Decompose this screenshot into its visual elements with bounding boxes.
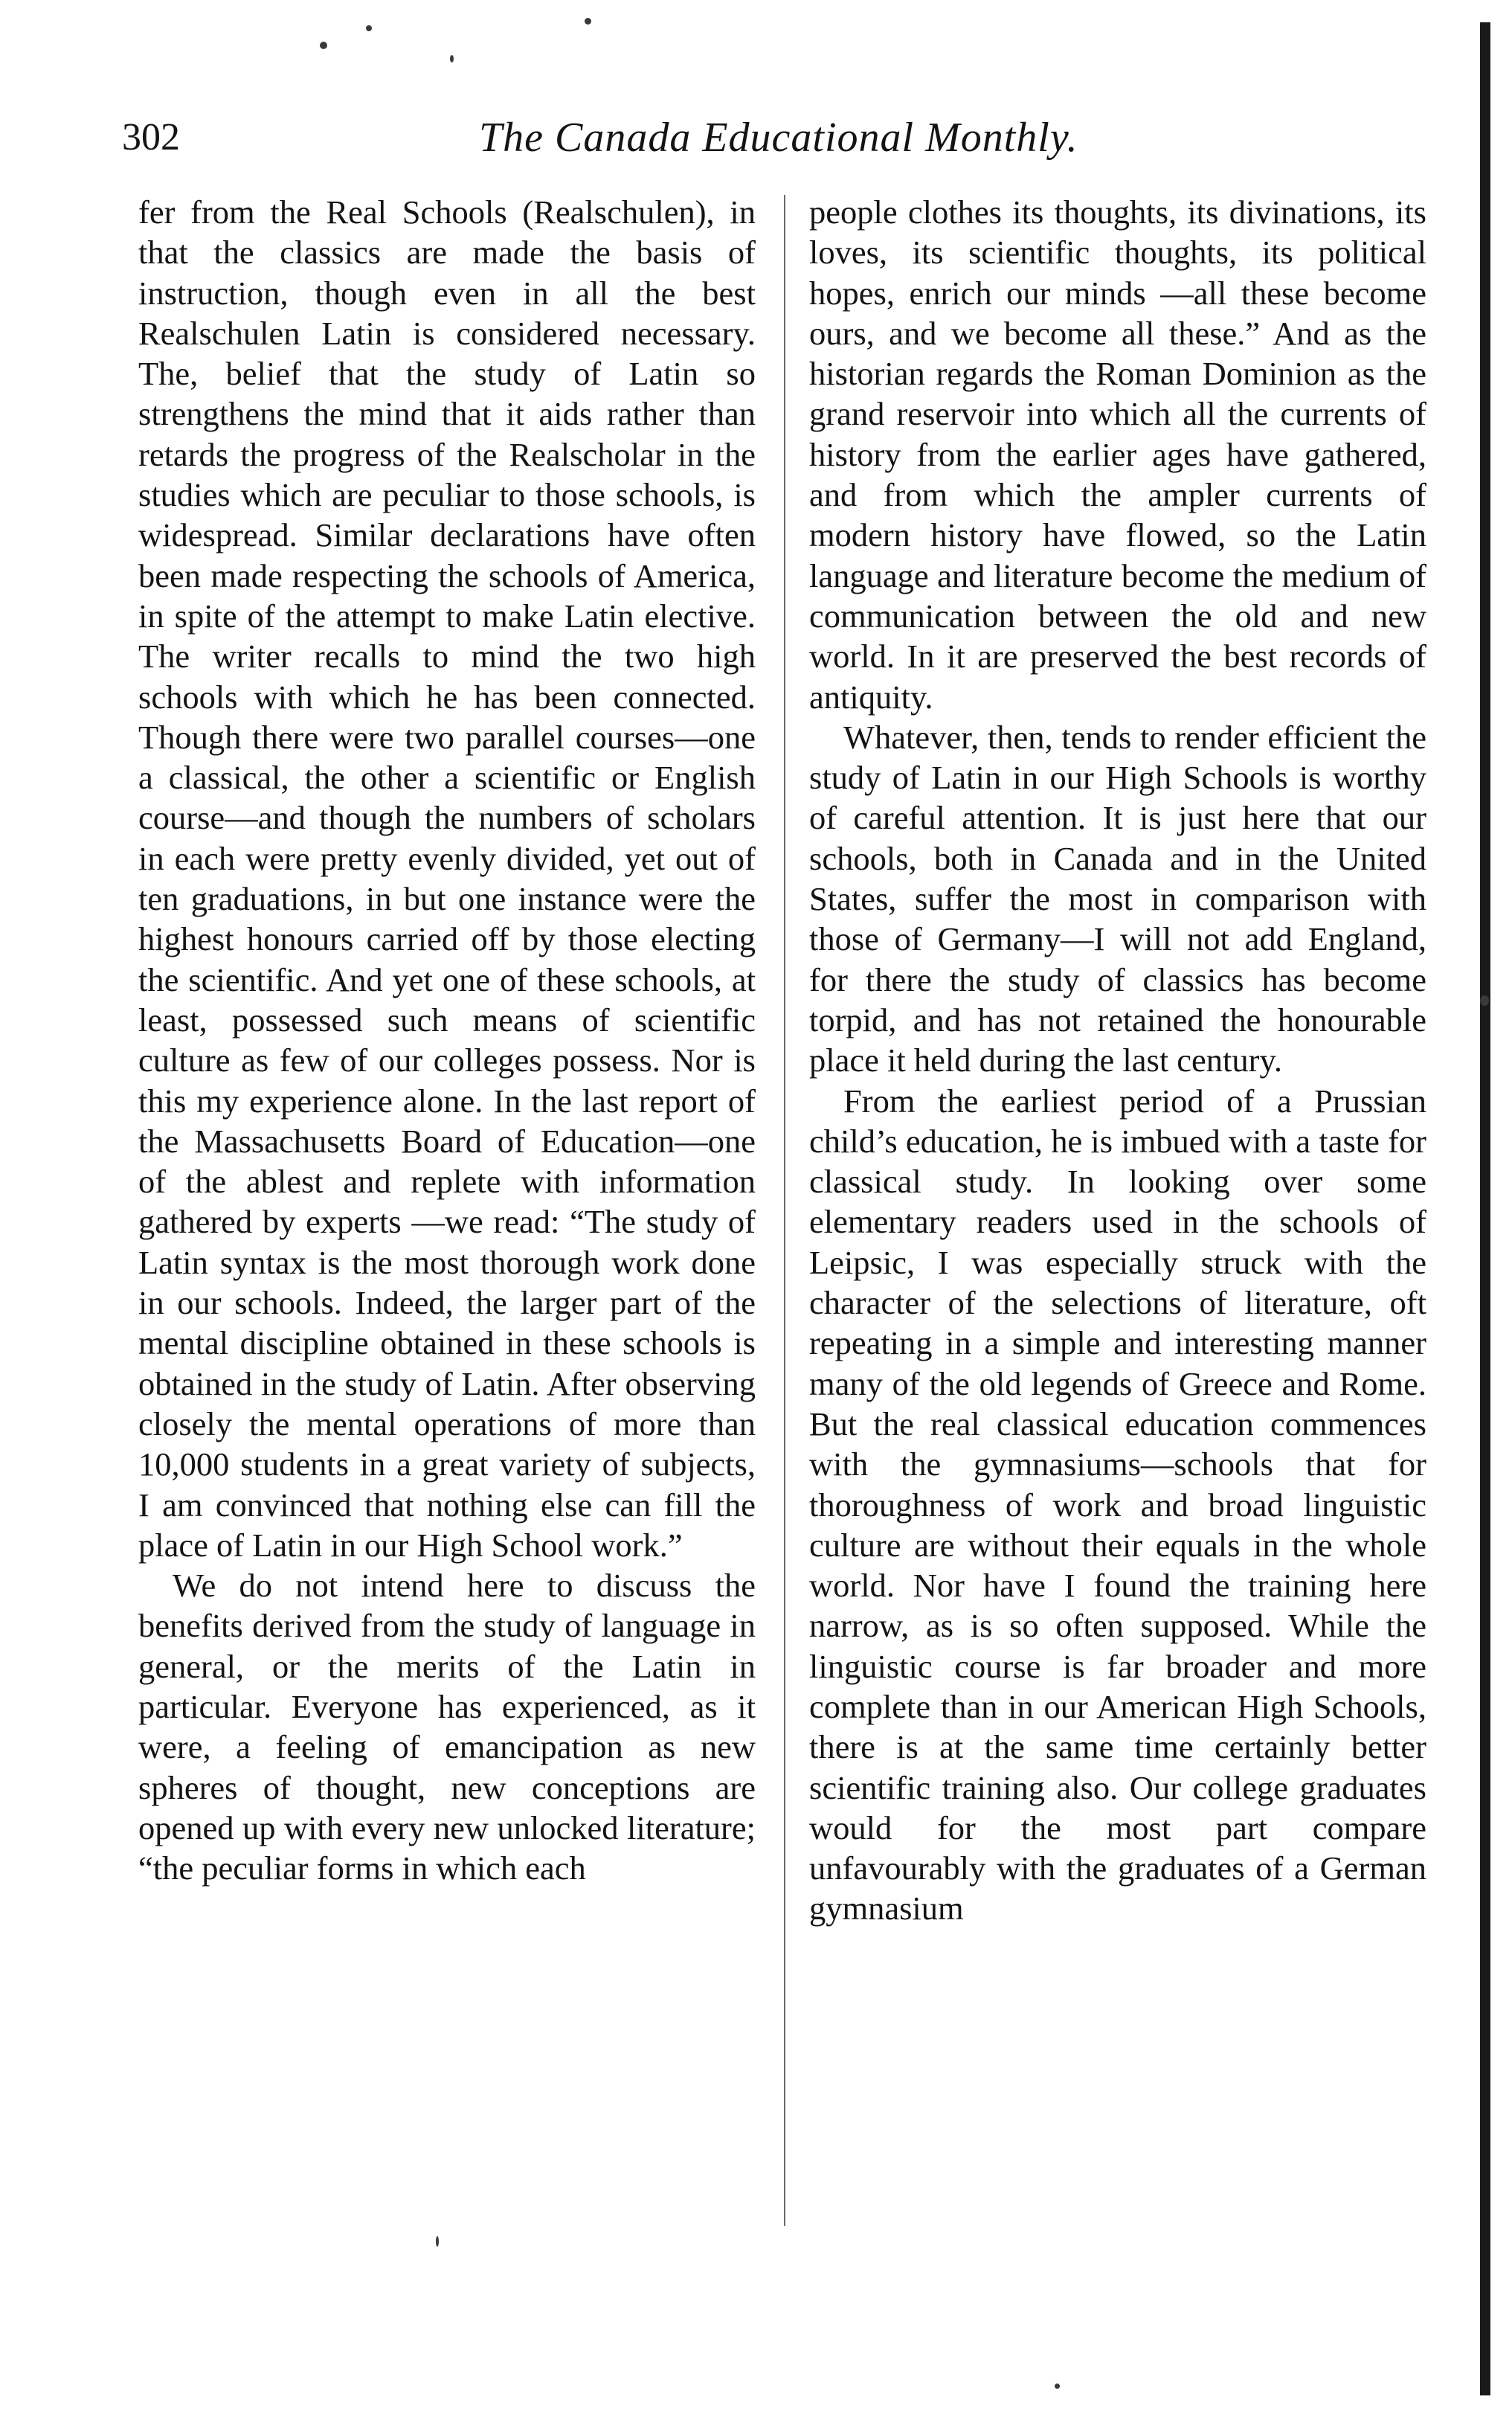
scan-speck: [436, 2236, 439, 2247]
page-number: 302: [122, 116, 180, 158]
binding-edge-shadow: [1480, 22, 1490, 2395]
scan-speck: [450, 55, 454, 62]
paragraph: We do not intend here to discuss the benefits derived from the study of language in general, or the merits of the Latin in particular. Everyone has experienced, as it were, a feeling of emancipation as new spheres of thought, new conceptions are opened up with every new unlocked literature; “the peculiar forms in which each: [138, 1567, 756, 1887]
scan-speck: [366, 25, 372, 31]
paragraph: fer from the Real Schools (Realschulen), in that the classics are made the basis of instruction, though even in all the best Realschulen Latin is considered necessary. The, belief that the study of Latin so strengthens the mind that it aids rather than retards the progress of the Realscholar in the studies which are peculiar to those schools, is widespread. Similar declarations have often been made respecting the schools of America, in spite of the attempt to make Latin elective. The writer recalls to mind the two high schools with which he has been connected. Though there were two parallel courses—one a classical, the other a scientific or English course—and though the numbers of scholars in each were pretty evenly divided, yet out of ten graduations, in but one instance were the highest honours carried off by those electing the scientific. And yet one of these schools, at least, possessed such means of scientific culture as few of our colleges possess. Nor is this my experience alone. In the last report of the Massachusetts Board of Education—one of the ablest and replete with information gathered by experts —we read: “The study of Latin syntax is the most thorough work done in our schools. Indeed, the larger part of the mental discipline obtained in these schools is obtained in the study of Latin. After observing closely the mental operations of more than 10,000 students in a great variety of subjects, I am convinced that nothing else can fill the place of Latin in our High School work.”: [138, 193, 756, 1564]
left-column: [138, 192, 756, 1888]
scan-speck: [1055, 2384, 1060, 2389]
scan-speck: [1480, 995, 1489, 1006]
right-column: [809, 192, 1426, 1929]
page-header: [122, 112, 1409, 164]
column-divider: [784, 195, 785, 2226]
paragraph: people clothes its thoughts, its divinations, its loves, its scientific thoughts, its political hopes, enrich our minds —all these become ours, and we become all these.” And as the historian regards the Roman Dominion as the grand reservoir into which all the currents of history from the earlier ages have gathered, and from which the ampler currents of modern history have flowed, so the Latin language and literature become the medium of communication between the old and new world. In it are preserved the best records of antiquity.: [809, 193, 1426, 716]
running-title: The Canada Educational Monthly.: [479, 115, 1078, 161]
scan-speck: [585, 18, 591, 25]
paragraph: Whatever, then, tends to render efficient the study of Latin in our High Schools is worthy of careful attention. It is just here that our schools, both in Canada and in the United States, suffer the most in comparison with those of Germany—I will not add England, for there the study of classics has become torpid, and has not retained the honourable place it held during the last century.: [809, 718, 1426, 1079]
paragraph: From the earliest period of a Prussian child’s education, he is imbued with a taste for classical study. In looking over some elementary readers used in the schools of Leipsic, I was especially struck with the character of the selections of literature, oft repeating in a simple and interesting manner many of the old legends of Greece and Rome. But the real classical education commences with the gymnasiums—schools that for thoroughness of work and broad linguistic culture are without their equals in the whole world. Nor have I found the training here narrow, as is so often supposed. While the linguistic course is far broader and more complete than in our American High Schools, there is at the same time certainly better scientific training also. Our college graduates would for the most part compare unfavourably with the graduates of a German gymnasium: [809, 1082, 1426, 1927]
scan-speck: [320, 42, 327, 49]
